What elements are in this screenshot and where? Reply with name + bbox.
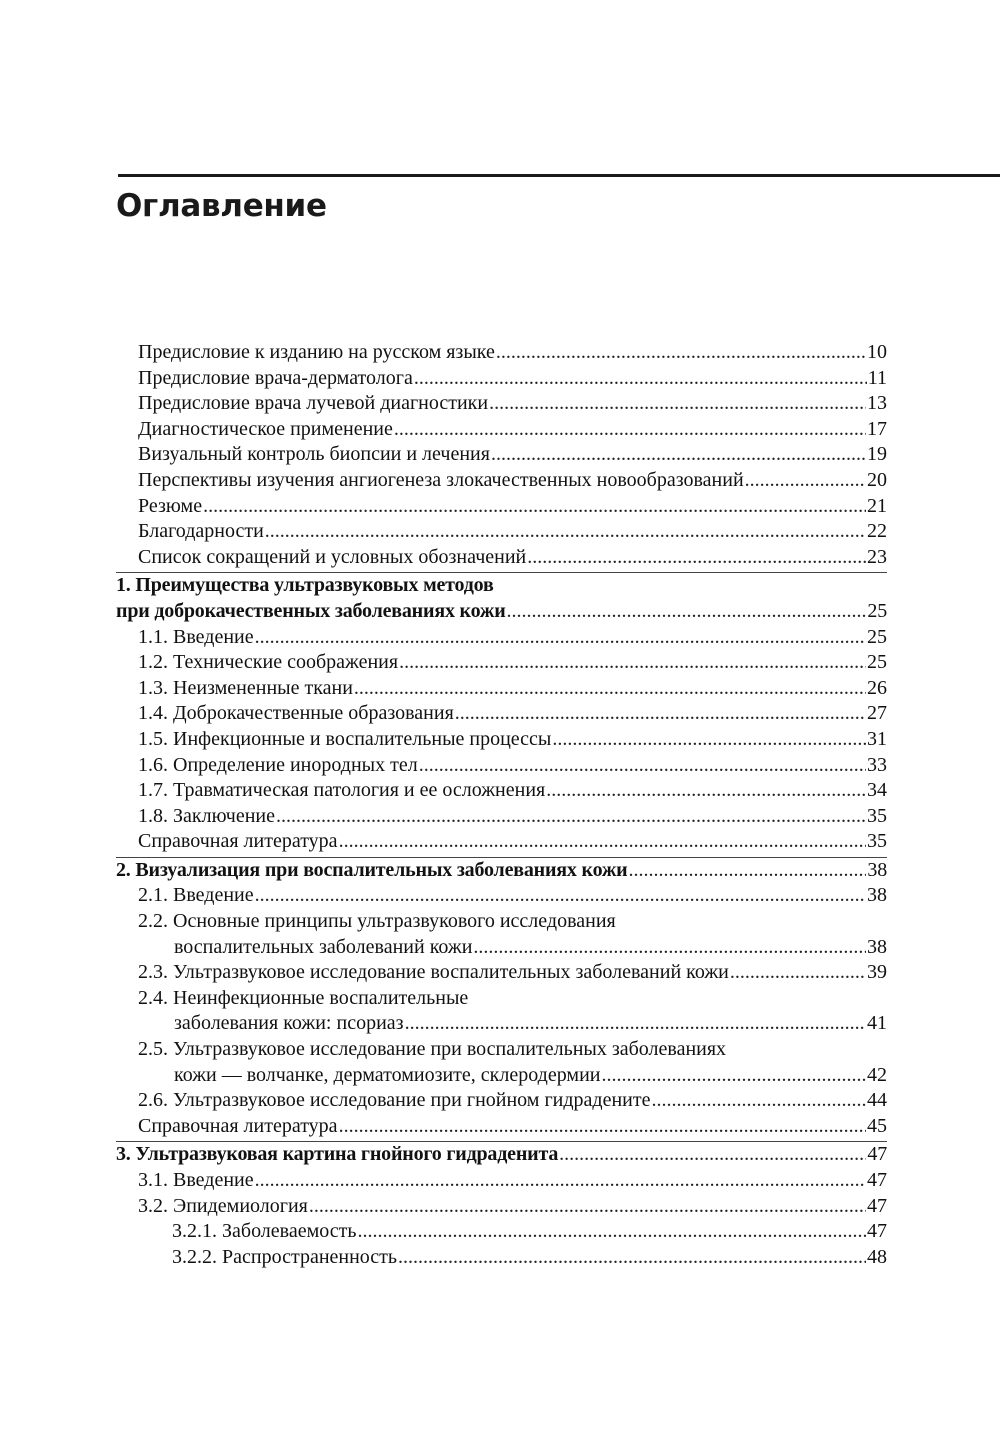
- toc-leader-dots: [203, 494, 866, 520]
- toc-entry[interactable]: [116, 417, 887, 443]
- toc-entry-label: 2.3. Ультразвуковое исследование воспалительных заболеваний кожи: [138, 961, 729, 984]
- toc-chapter-2: [116, 858, 887, 1140]
- toc-entry[interactable]: [116, 650, 887, 676]
- chapter-title[interactable]: [116, 858, 887, 884]
- toc-entry-label: 3.2.2. Распространенность: [172, 1245, 398, 1268]
- toc-entry-label: 1.4. Доброкачественные образования: [138, 702, 454, 725]
- chapter-page: 38: [867, 858, 887, 881]
- chapter-title[interactable]: [116, 1142, 887, 1168]
- toc-leader-dots: [265, 519, 866, 545]
- toc-chapter-1: [116, 573, 887, 855]
- toc-entry-label: Перспективы изучения ангиогенеза злокачественных новообразований: [138, 468, 744, 491]
- toc-subentry[interactable]: [116, 1245, 887, 1271]
- toc-leader-dots: [399, 650, 866, 676]
- toc-entry-label: 2.5. Ультразвуковое исследование при воспалительных заболеваниях: [138, 1038, 727, 1061]
- toc-entry-page: 25: [867, 651, 887, 674]
- toc-entry-label: Предисловие к изданию на русском языке: [138, 341, 495, 363]
- toc-entry-continuation[interactable]: [116, 935, 887, 961]
- toc-entry-page: 39: [867, 961, 887, 984]
- toc-entry[interactable]: [116, 494, 887, 520]
- toc-entry[interactable]: [116, 1114, 887, 1140]
- toc-entry-label: 2.6. Ультразвуковое исследование при гнойном гидрадените: [138, 1089, 651, 1112]
- toc-entry-continuation[interactable]: [116, 1011, 887, 1037]
- toc-leader-dots: [473, 935, 866, 961]
- toc-entry-label: Список сокращений и условных обозначений: [138, 545, 527, 568]
- chapter-title[interactable]: [116, 599, 887, 625]
- toc-leader-dots: [255, 1168, 866, 1194]
- toc-leader-dots: [414, 366, 867, 392]
- toc-entry[interactable]: [116, 753, 887, 779]
- toc-entry-page: 47: [867, 1220, 887, 1243]
- chapter-title-line: 1. Преимущества ультразвуковых методов: [116, 574, 494, 597]
- toc-entry[interactable]: [116, 340, 887, 366]
- toc-leader-dots: [491, 442, 866, 468]
- toc-entry-label: 1.7. Травматическая патология и ее осложнения: [138, 779, 546, 802]
- toc-entry-page: 13: [867, 392, 887, 415]
- toc-entry[interactable]: [116, 1088, 887, 1114]
- toc-entry-page: 11: [867, 366, 887, 389]
- toc-entry-page: 34: [867, 779, 887, 802]
- toc-entry[interactable]: [116, 545, 887, 571]
- toc-entry-label: заболевания кожи: псориаз: [174, 1012, 404, 1035]
- toc-leader-dots: [405, 1011, 866, 1037]
- toc-entry[interactable]: [116, 468, 887, 494]
- toc-leader-dots: [552, 727, 866, 753]
- toc-leader-dots: [559, 1142, 866, 1168]
- toc-front-matter: [116, 340, 887, 570]
- toc-entry-page: 17: [867, 417, 887, 440]
- toc-leader-dots: [745, 468, 866, 494]
- toc-entry-label: 1.1. Введение: [138, 625, 254, 648]
- toc-leader-dots: [489, 391, 866, 417]
- toc-entry-page: 35: [867, 804, 887, 827]
- toc-leader-dots: [255, 883, 866, 909]
- toc-entry-label: Справочная литература: [138, 830, 338, 853]
- toc-leader-dots: [546, 778, 866, 804]
- toc-leader-dots: [527, 545, 866, 571]
- toc-entry-page: 31: [867, 727, 887, 750]
- toc-entry[interactable]: [116, 1194, 887, 1220]
- top-rule: [118, 174, 1000, 177]
- toc-entry-page: 26: [867, 676, 887, 699]
- toc-entry-label: кожи — волчанке, дерматомиозите, склеродермии: [174, 1063, 601, 1086]
- toc-leader-dots: [652, 1088, 867, 1114]
- chapter-page: 25: [867, 599, 887, 622]
- toc-entry[interactable]: [116, 778, 887, 804]
- toc-chapter-3: [116, 1142, 887, 1270]
- toc-entry-label: Благодарности: [138, 520, 264, 543]
- toc-entry-page: 23: [867, 545, 887, 568]
- toc-entry[interactable]: [116, 519, 887, 545]
- toc-entry-page: 42: [867, 1063, 887, 1086]
- toc-leader-dots: [507, 599, 867, 625]
- toc-entry[interactable]: [116, 804, 887, 830]
- toc-entry-label: Диагностическое применение: [138, 417, 393, 440]
- toc-leader-dots: [358, 1219, 867, 1245]
- toc-entry[interactable]: [116, 1168, 887, 1194]
- toc-entry[interactable]: [116, 829, 887, 855]
- toc-entry-page: 27: [867, 702, 887, 725]
- toc-entry[interactable]: [116, 366, 887, 392]
- toc-entry[interactable]: [116, 676, 887, 702]
- toc-entry-label: 2.2. Основные принципы ультразвукового исследования: [138, 910, 616, 933]
- toc-leader-dots: [394, 417, 866, 443]
- toc-entry-page: 33: [867, 753, 887, 776]
- toc-entry-label: 2.4. Неинфекционные воспалительные: [138, 986, 469, 1009]
- toc-leader-dots: [419, 753, 866, 779]
- toc-entry-page: 38: [867, 884, 887, 907]
- toc-entry-page: 44: [867, 1089, 887, 1112]
- toc-entry[interactable]: [116, 625, 887, 651]
- toc-leader-dots: [496, 340, 866, 366]
- toc-entry[interactable]: [116, 701, 887, 727]
- chapter-title-line: при доброкачественных заболеваниях кожи: [116, 599, 506, 622]
- toc-entry-page: 35: [867, 830, 887, 853]
- chapter-title-line: 2. Визуализация при воспалительных заболеваниях кожи: [116, 858, 628, 881]
- toc-entry-page: 25: [867, 625, 887, 648]
- toc-entry-page: 38: [867, 935, 887, 958]
- toc-entry-page: 47: [867, 1194, 887, 1217]
- chapter-title[interactable]: [116, 573, 887, 599]
- toc-leader-dots: [276, 804, 866, 830]
- table-of-contents: [116, 340, 887, 1270]
- toc-entry[interactable]: [116, 391, 887, 417]
- toc-entry[interactable]: [116, 986, 887, 1012]
- toc-entry-label: 3.2.1. Заболеваемость: [172, 1220, 357, 1243]
- toc-leader-dots: [339, 1114, 866, 1140]
- toc-leader-dots: [339, 829, 866, 855]
- toc-leader-dots: [629, 858, 867, 884]
- toc-entry-page: 10: [867, 341, 887, 363]
- toc-subentry[interactable]: [116, 1219, 887, 1245]
- toc-entry[interactable]: [116, 909, 887, 935]
- toc-entry-continuation[interactable]: [116, 1063, 887, 1089]
- toc-leader-dots: [730, 960, 866, 986]
- toc-leader-dots: [309, 1194, 866, 1220]
- toc-entry[interactable]: [116, 1037, 887, 1063]
- toc-entry[interactable]: [116, 442, 887, 468]
- toc-entry-page: 48: [867, 1245, 887, 1268]
- toc-entry-label: 3.2. Эпидемиология: [138, 1194, 308, 1217]
- toc-entry-label: Справочная литература: [138, 1114, 338, 1137]
- toc-leader-dots: [255, 625, 866, 651]
- toc-entry-label: 1.3. Неизмененные ткани: [138, 676, 353, 699]
- page-title: Оглавление: [116, 188, 327, 224]
- chapter-page: 47: [867, 1143, 887, 1166]
- toc-entry-label: Визуальный контроль биопсии и лечения: [138, 443, 490, 466]
- toc-entry-label: Резюме: [138, 494, 203, 517]
- toc-entry-label: 1.8. Заключение: [138, 804, 275, 827]
- toc-entry-label: 1.2. Технические соображения: [138, 651, 399, 674]
- toc-entry-page: 41: [867, 1012, 887, 1035]
- toc-leader-dots: [354, 676, 866, 702]
- toc-entry-label: 1.5. Инфекционные и воспалительные процессы: [138, 727, 552, 750]
- toc-entry-page: 21: [867, 494, 887, 517]
- toc-entry-page: 22: [867, 520, 887, 543]
- toc-entry-page: 47: [867, 1169, 887, 1191]
- toc-entry-label: Предисловие врача-дерматолога: [138, 366, 413, 389]
- toc-leader-dots: [455, 701, 866, 727]
- toc-leader-dots: [398, 1245, 866, 1271]
- toc-entry-page: 20: [867, 468, 887, 491]
- toc-entry-label: 2.1. Введение: [138, 884, 254, 907]
- toc-entry[interactable]: [116, 960, 887, 986]
- chapter-title-line: 3. Ультразвуковая картина гнойного гидраденита: [116, 1143, 559, 1166]
- toc-entry-label: 3.1. Введение: [138, 1169, 254, 1191]
- toc-entry-label: воспалительных заболеваний кожи: [174, 935, 473, 958]
- toc-entry[interactable]: [116, 883, 887, 909]
- toc-leader-dots: [601, 1063, 866, 1089]
- toc-entry-page: 19: [867, 443, 887, 466]
- toc-entry-label: Предисловие врача лучевой диагностики: [138, 392, 489, 415]
- toc-entry[interactable]: [116, 727, 887, 753]
- toc-entry-page: 45: [867, 1114, 887, 1137]
- toc-entry-label: 1.6. Определение инородных тел: [138, 753, 418, 776]
